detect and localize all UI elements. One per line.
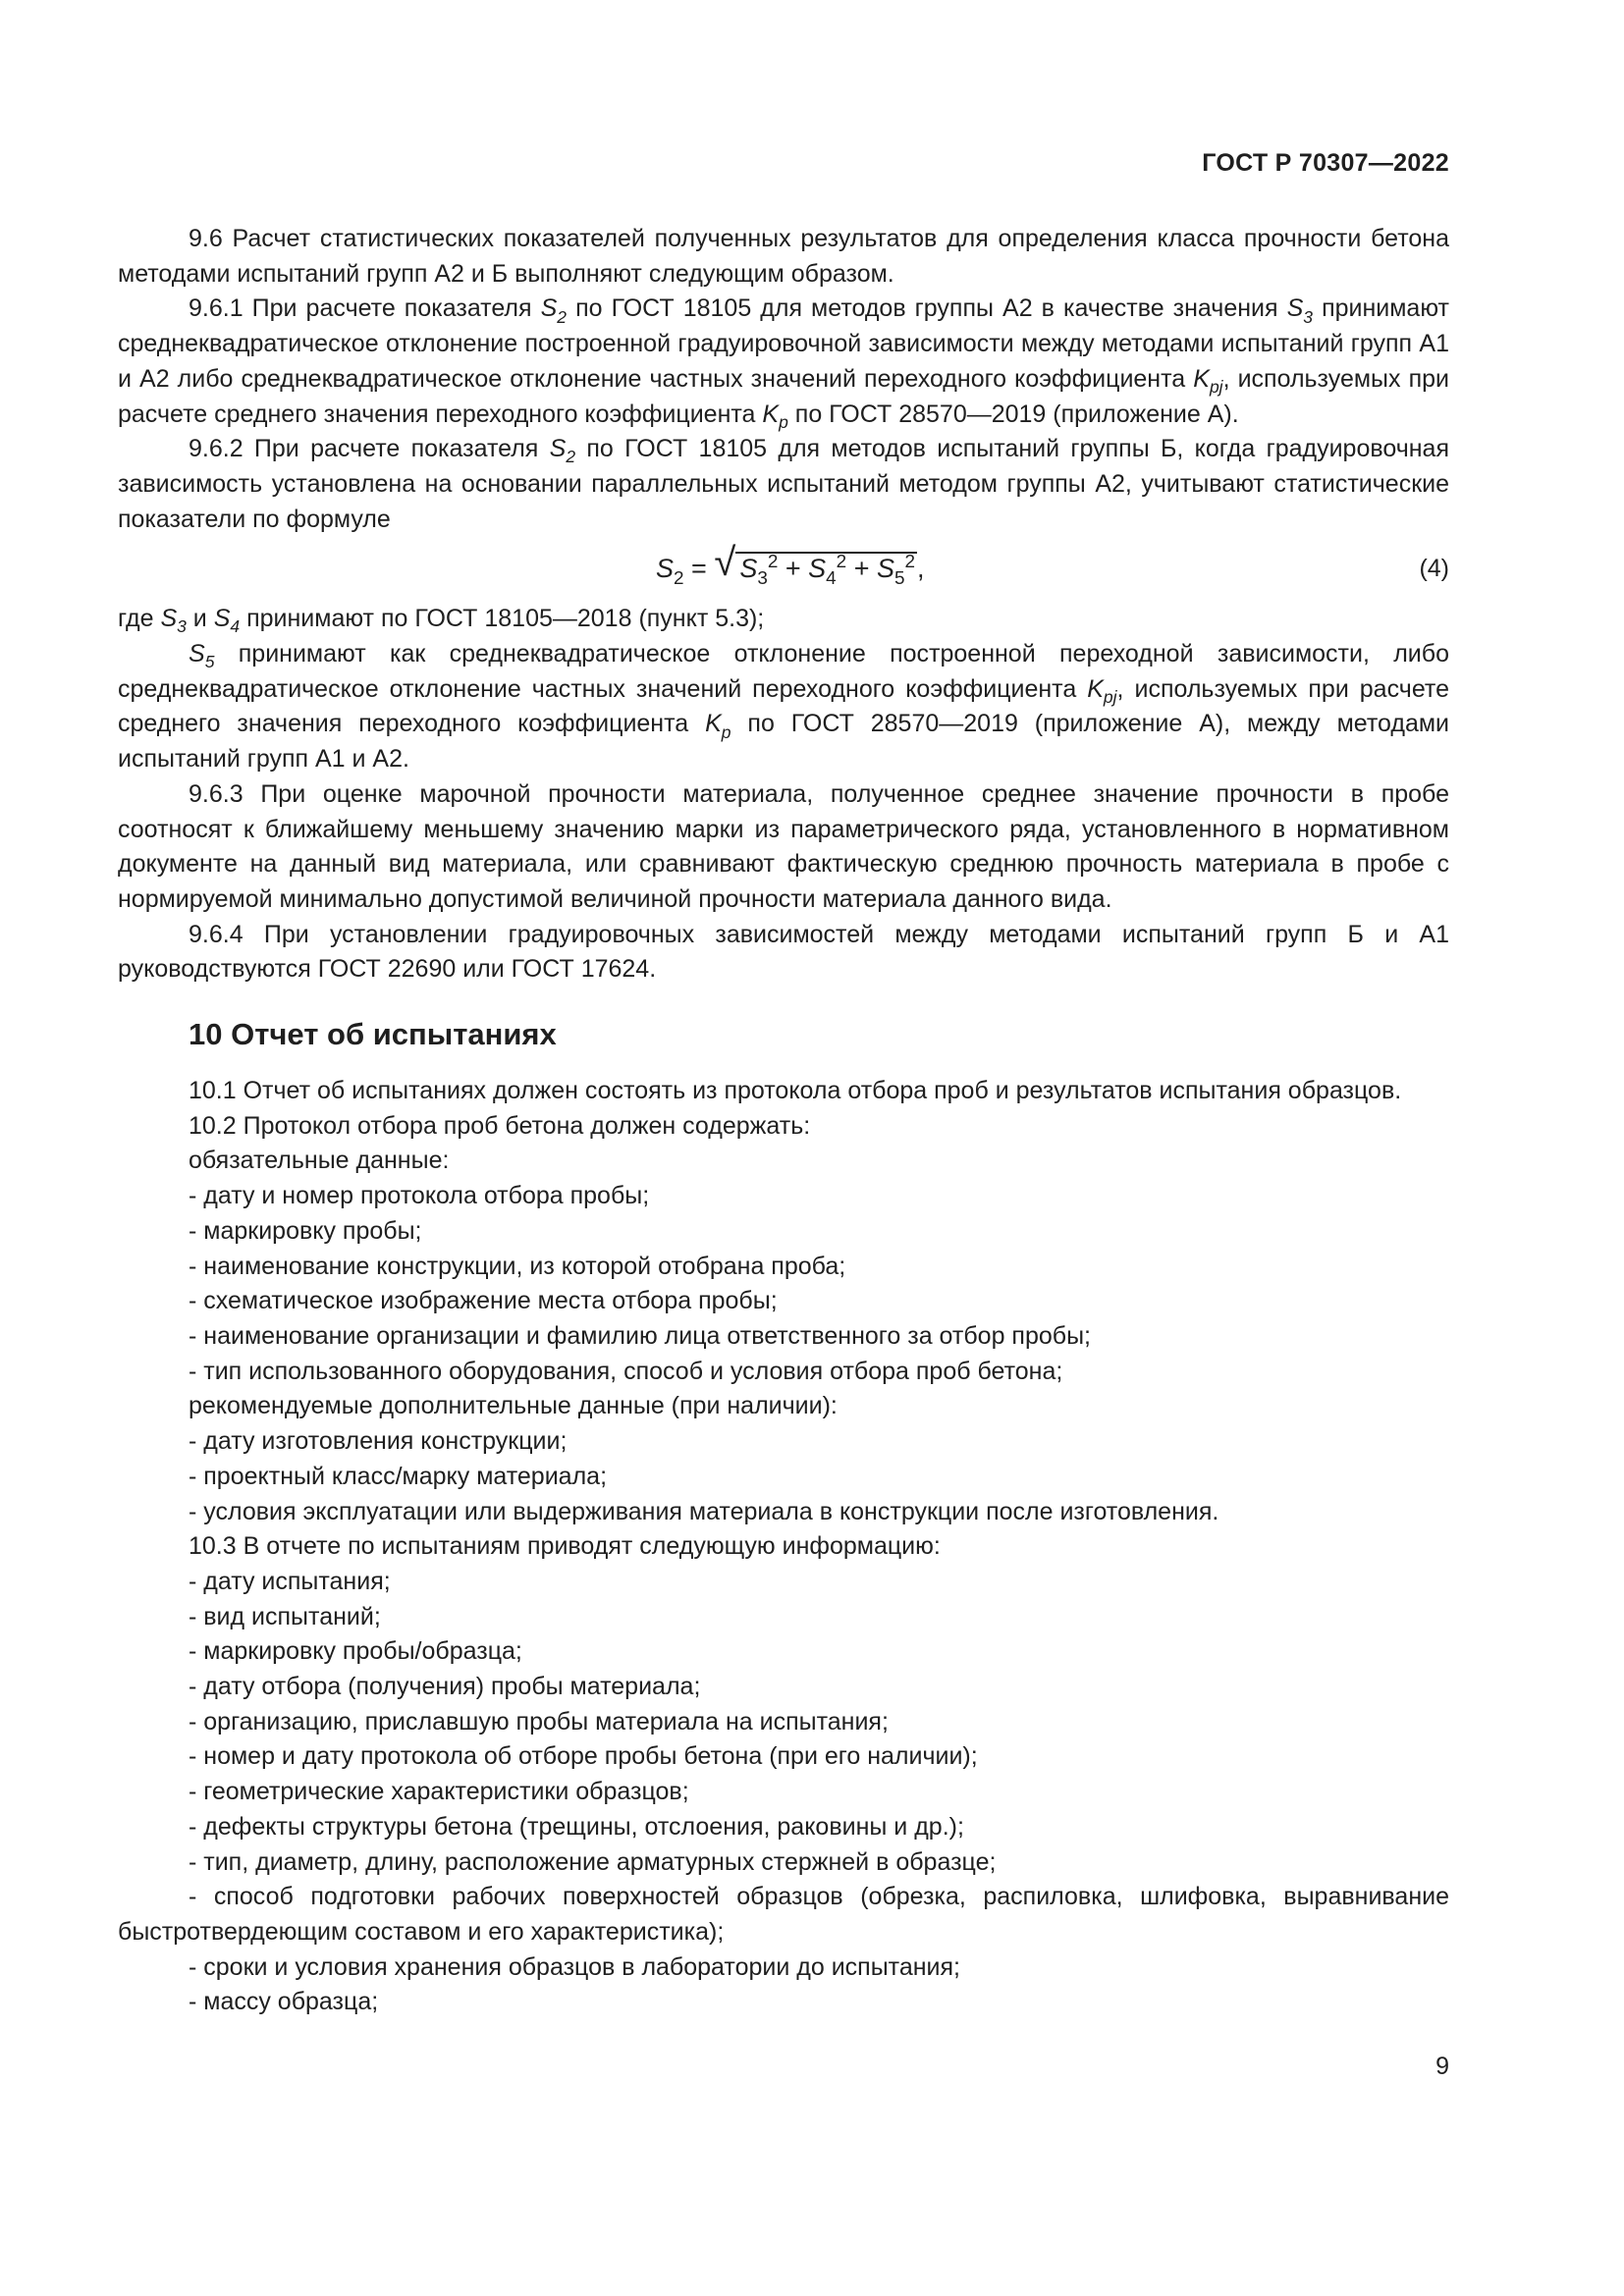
formula-4 xyxy=(118,543,1449,596)
symbol-s5: $S_5$ xyxy=(189,640,215,672)
list-item: - проектный класс/марку материала; xyxy=(189,1462,608,1490)
document-page xyxy=(118,0,1449,2296)
symbol-kp: $K_p$ xyxy=(705,710,731,742)
paragraph-10-3: 10.3 В отчете по испытаниям приводят следующую информацию: xyxy=(189,1532,941,1561)
symbol-s2: $S_2$ xyxy=(549,435,576,467)
document-code-header: ГОСТ Р 70307—2022 xyxy=(1202,149,1449,177)
list-item: - условия эксплуатации или выдерживания материала в конструкции после изготовления. xyxy=(189,1497,1219,1525)
paragraph-9-6-2 xyxy=(118,432,1449,537)
list-item: - способ подготовки рабочих поверхностей образцов (обрезка, распиловка, шлифовка, выравнивание быстротвердеющим составом и его характеристика); xyxy=(118,1883,1449,1946)
where-clause xyxy=(118,602,1449,637)
list-item: - геометрические характеристики образцов; xyxy=(189,1778,689,1806)
text-fragment: принимают среднеквадратическое отклонение построенной градуировочной зависимости между методами испытаний групп А1 и А2 либо среднеквадратическое отклонение частных значений переходного коэффициента xyxy=(118,294,1449,393)
list-item: - наименование организации и фамилию лица ответственного за отбор пробы; xyxy=(189,1321,1091,1350)
list-item: - дефекты структуры бетона (трещины, отслоения, раковины и др.); xyxy=(189,1812,964,1841)
where-s5-definition xyxy=(118,637,1449,777)
paragraph-9-6: 9.6 Расчет статистических показателей полученных результатов для определения класса прочности бетона методами испытаний групп А2 и Б выполняют следующим образом. xyxy=(118,225,1449,288)
list-item: - наименование конструкции, из которой отобрана проба; xyxy=(189,1252,846,1280)
list-item: - дату изготовления конструкции; xyxy=(189,1427,568,1456)
optional-list xyxy=(118,1424,1449,1529)
formula-expression: $S_2$ = √ $S_3^2 + S_4^2 + S_5^2$, xyxy=(656,541,925,589)
list-item: - организацию, приславшую пробы материала на испытания; xyxy=(189,1707,889,1735)
text-fragment: по ГОСТ 18105 для методов группы А2 в качестве значения xyxy=(567,294,1287,323)
list-item: - схематическое изображение места отбора пробы; xyxy=(189,1287,778,1315)
list-item: - дату испытания; xyxy=(189,1567,391,1595)
list-item: - сроки и условия хранения образцов в лаборатории до испытания; xyxy=(189,1952,960,1981)
list-item: - дату отбора (получения) пробы материала; xyxy=(189,1673,701,1701)
list-item: - маркировку пробы; xyxy=(189,1216,422,1245)
symbol-kp: $K_p$ xyxy=(762,400,788,432)
symbol-kpj: $K_{pj}$ xyxy=(1193,364,1223,397)
paragraph-9-6-3: 9.6.3 При оценке марочной прочности материала, полученное среднее значение прочности в пробе соотносят к ближайшему меньшему значению марки из параметрического ряда, установленного в нормативном документе на данный вид материала, или сравнивают фактическую среднюю прочность материала в пробе с нормируемой минимально допустимой величиной прочности материала данного вида. xyxy=(118,779,1449,913)
symbol-s4: $S_4$ xyxy=(213,605,241,637)
formula-number: (4) xyxy=(1419,555,1449,583)
paragraph-10-1: 10.1 Отчет об испытаниях должен состоять из протокола отбора проб и результатов испытания образцов. xyxy=(189,1077,1402,1105)
paragraph-9-6-1 xyxy=(118,292,1449,432)
text-fragment: принимают как среднеквадратическое отклонение построенной переходной зависимости, либо среднеквадратическое отклонение частных значений переходного коэффициента xyxy=(118,640,1449,703)
text-fragment: 9.6.2 При расчете показателя xyxy=(189,435,550,463)
text-fragment: по ГОСТ 28570—2019 (приложение А). xyxy=(787,400,1239,428)
report-list xyxy=(118,1565,1449,2020)
mandatory-list xyxy=(118,1179,1449,1389)
text-fragment: где xyxy=(118,605,161,633)
symbol-kpj: $K_{pj}$ xyxy=(1087,674,1117,707)
symbol-s3: $S_3$ xyxy=(1286,294,1314,327)
paragraph-9-6-4: 9.6.4 При установлении градуировочных зависимостей между методами испытаний групп Б и А1 руководствуются ГОСТ 22690 или ГОСТ 17624. xyxy=(118,920,1449,984)
text-fragment: 9.6.1 При расчете показателя xyxy=(189,294,541,323)
symbol-s3: $S_3$ xyxy=(160,605,187,637)
paragraph-10-2: 10.2 Протокол отбора проб бетона должен содержать: xyxy=(189,1111,811,1140)
section-10-title: 10 Отчет об испытаниях xyxy=(189,1017,557,1052)
optional-label: рекомендуемые дополнительные данные (при наличии): xyxy=(189,1392,838,1420)
symbol-s2: $S_2$ xyxy=(540,294,568,327)
page-number: 9 xyxy=(1435,2053,1449,2080)
list-item: - номер и дату протокола об отборе пробы бетона (при его наличии); xyxy=(189,1742,978,1771)
list-item: - массу образца; xyxy=(189,1988,379,2016)
text-fragment: , используемых при расчете среднего значения переходного коэффициента xyxy=(118,674,1449,738)
text-fragment: по ГОСТ 18105 для методов испытаний группы Б, когда градуировочная зависимость установлена на основании параллельных испытаний методом группы А2, учитывают статистические показатели по формуле xyxy=(118,435,1449,533)
mandatory-label: обязательные данные: xyxy=(189,1147,450,1175)
text-fragment: принимают по ГОСТ 18105—2018 (пункт 5.3); xyxy=(240,605,765,633)
text-fragment: и xyxy=(186,605,214,633)
list-item: - тип использованного оборудования, способ и условия отбора проб бетона; xyxy=(189,1357,1063,1385)
list-item: - маркировку пробы/образца; xyxy=(189,1637,522,1666)
list-item: - вид испытаний; xyxy=(189,1602,381,1630)
text-fragment: по ГОСТ 28570—2019 (приложение А), между методами испытаний групп А1 и А2. xyxy=(118,710,1449,774)
square-root: √ $S_3^2 + S_4^2 + S_5^2$ xyxy=(714,541,916,589)
list-item: - дату и номер протокола отбора пробы; xyxy=(189,1182,650,1210)
list-item: - тип, диаметр, длину, расположение арматурных стержней в образце; xyxy=(189,1847,997,1876)
text-fragment: , используемых при расчете среднего значения переходного коэффициента xyxy=(118,364,1449,428)
page-content xyxy=(118,222,1449,2020)
